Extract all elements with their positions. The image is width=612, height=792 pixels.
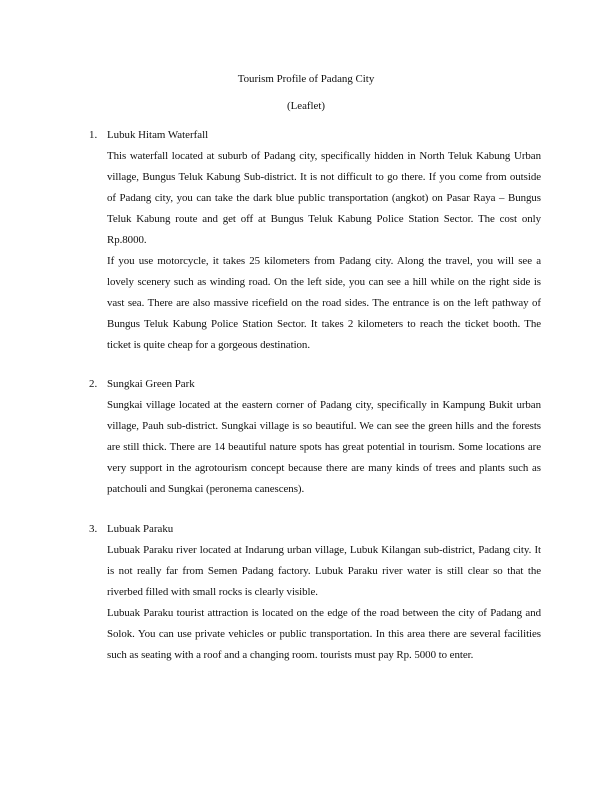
section-heading (89, 374, 541, 395)
section-paragraph: Sungkai village located at the eastern corner of Padang city, specifically in Kampung Bukit urban village, Pauh sub-district. Sungkai village is so beautiful. We can see the green hills and the forests are still thick. There are 14 beautiful nature spots has great potential in tourism. Some locations are very support in the agrotourism concept because there are many kinds of trees and plants such as patchouli and Sungkai (peronema canescens). (107, 399, 541, 495)
section-lubuak-paraku (89, 519, 541, 666)
section-heading-text: Sungkai Green Park (107, 378, 195, 390)
section-heading (89, 125, 541, 146)
document-subtitle: (Leaflet) (286, 100, 326, 112)
section-paragraph: This waterfall located at suburb of Padang city, specifically hidden in North Teluk Kabung Urban village, Bungus Teluk Kabung Sub-district. It is not difficult to go there. If you come from outside of Padang city, you can take the dark blue public transportation (angkot) on Pasar Raya – Bungus Teluk Kabung route and get off at Bungus Teluk Kabung Police Station Sector. The cost only Rp.8000. (107, 150, 541, 246)
section-paragraph: Lubuak Paraku tourist attraction is located on the edge of the road between the city of Padang and Solok. You can use private vehicles or public transportation. In this area there are several facilities such as seating with a roof and a changing room. tourists must pay Rp. 5000 to enter. (107, 607, 541, 661)
section-number: 2. (89, 378, 98, 390)
section-heading-text: Lubuak Paraku (107, 523, 174, 535)
section-paragraph: Lubuak Paraku river located at Indarung urban village, Lubuk Kilangan sub-district, Padang city. It is not really far from Semen Padang factory. Lubuk Paraku river water is still clear so that the riverbed filled with small rocks is clearly visible. (107, 544, 541, 598)
section-heading-text: Lubuk Hitam Waterfall (107, 129, 209, 141)
section-number: 1. (89, 129, 98, 141)
section-heading (89, 519, 541, 540)
document-title: Tourism Profile of Padang City (237, 73, 375, 85)
section-sungkai-green-park (89, 374, 541, 500)
section-number: 3. (89, 523, 98, 535)
section-paragraph: If you use motorcycle, it takes 25 kilometers from Padang city. Along the travel, you will see a lovely scenery such as winding road. On the left side, you can see a hill while on the right side is vast sea. There are also massive ricefield on the road sides. The entrance is on the left pathway of Bungus Teluk Kabung Police Station Sector. It takes 2 kilometers to reach the ticket booth. The ticket is quite cheap for a gorgeous destination. (107, 255, 541, 351)
section-lubuk-hitam-waterfall (89, 125, 541, 356)
